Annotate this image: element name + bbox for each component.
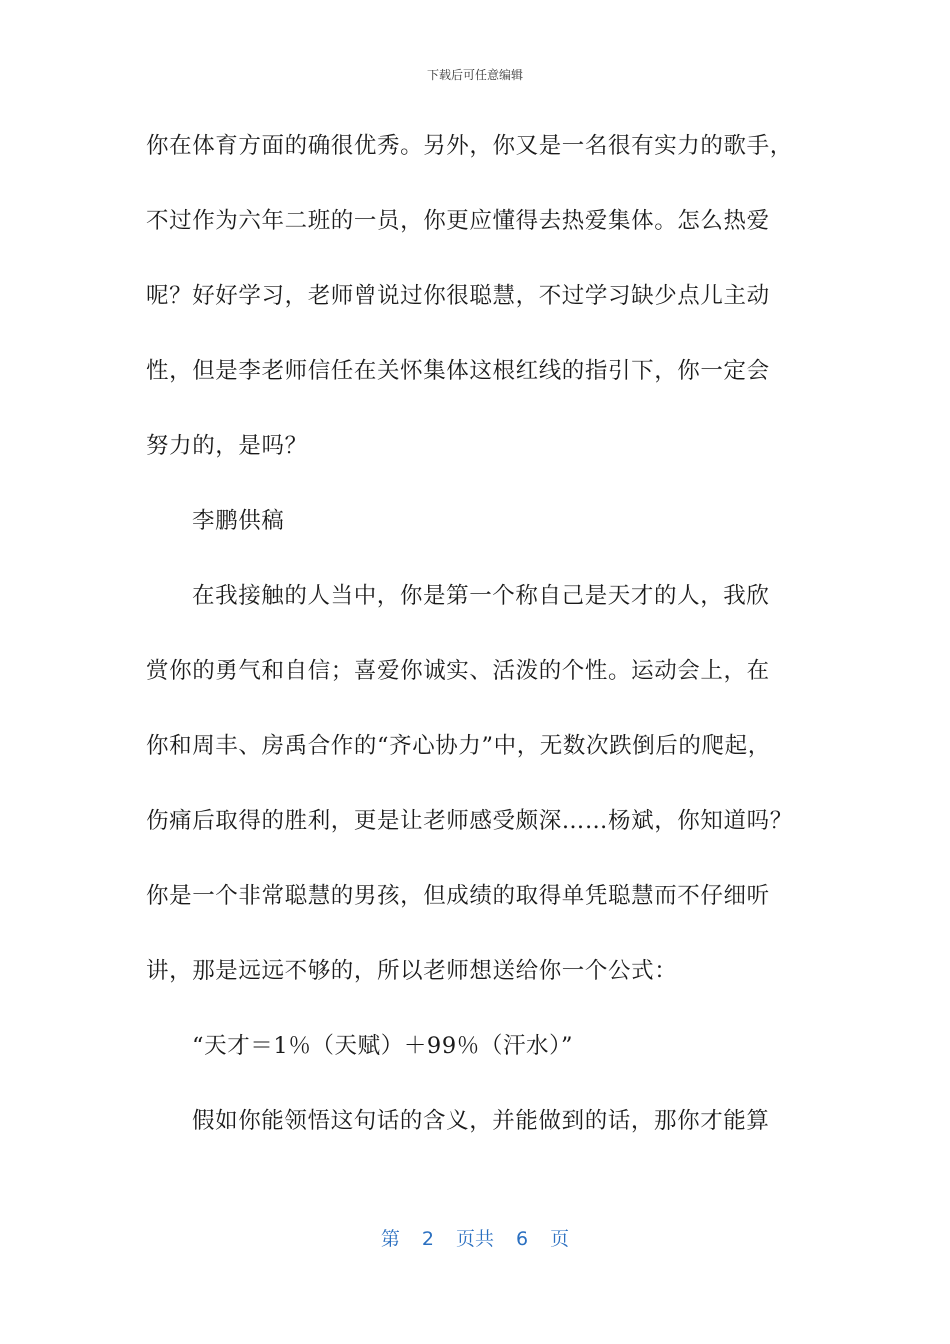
body-line: 在我接触的人当中，你是第一个称自己是天才的人，我欣	[192, 583, 770, 609]
author-credit: 李鹏供稿	[192, 508, 285, 534]
body-line: 赏你的勇气和自信；喜爱你诚实、活泼的个性。运动会上，在	[146, 658, 770, 684]
body-line: 你是一个非常聪慧的男孩，但成绩的取得单凭聪慧而不仔细听	[146, 883, 770, 909]
footer-middle: 页共	[455, 1228, 494, 1250]
body-line: 呢？好好学习，老师曾说过你很聪慧，不过学习缺少点儿主动	[146, 283, 770, 309]
body-line: 不过作为六年二班的一员，你更应懂得去热爱集体。怎么热爱	[146, 208, 770, 234]
body-line: 假如你能领悟这句话的含义，并能做到的话，那你才能算	[192, 1108, 770, 1134]
body-line: 你和周丰、房禹合作的“齐心协力”中，无数次跌倒后的爬起，	[146, 733, 771, 759]
total-page-number: 6	[516, 1228, 529, 1250]
footer-suffix: 页	[550, 1228, 570, 1250]
header-note: 下载后可任意编辑	[426, 68, 523, 82]
body-line: 你在体育方面的确很优秀。另外，你又是一名很有实力的歌手，	[146, 133, 793, 159]
document-body	[146, 122, 806, 1172]
body-line: 性，但是李老师信任在关怀集体这根红线的指引下，你一定会	[146, 358, 770, 384]
body-line: 讲，那是远远不够的，所以老师想送给你一个公式：	[146, 958, 678, 984]
formula-line: “天才＝1％（天赋）＋99％（汗水）”	[192, 1033, 574, 1059]
current-page-number: 2	[421, 1228, 434, 1250]
footer-prefix: 第	[380, 1228, 400, 1250]
body-line: 努力的，是吗？	[146, 433, 308, 459]
page-footer	[0, 1224, 950, 1251]
body-line: 伤痛后取得的胜利，更是让老师感受颇深……杨斌，你知道吗？	[146, 808, 793, 834]
